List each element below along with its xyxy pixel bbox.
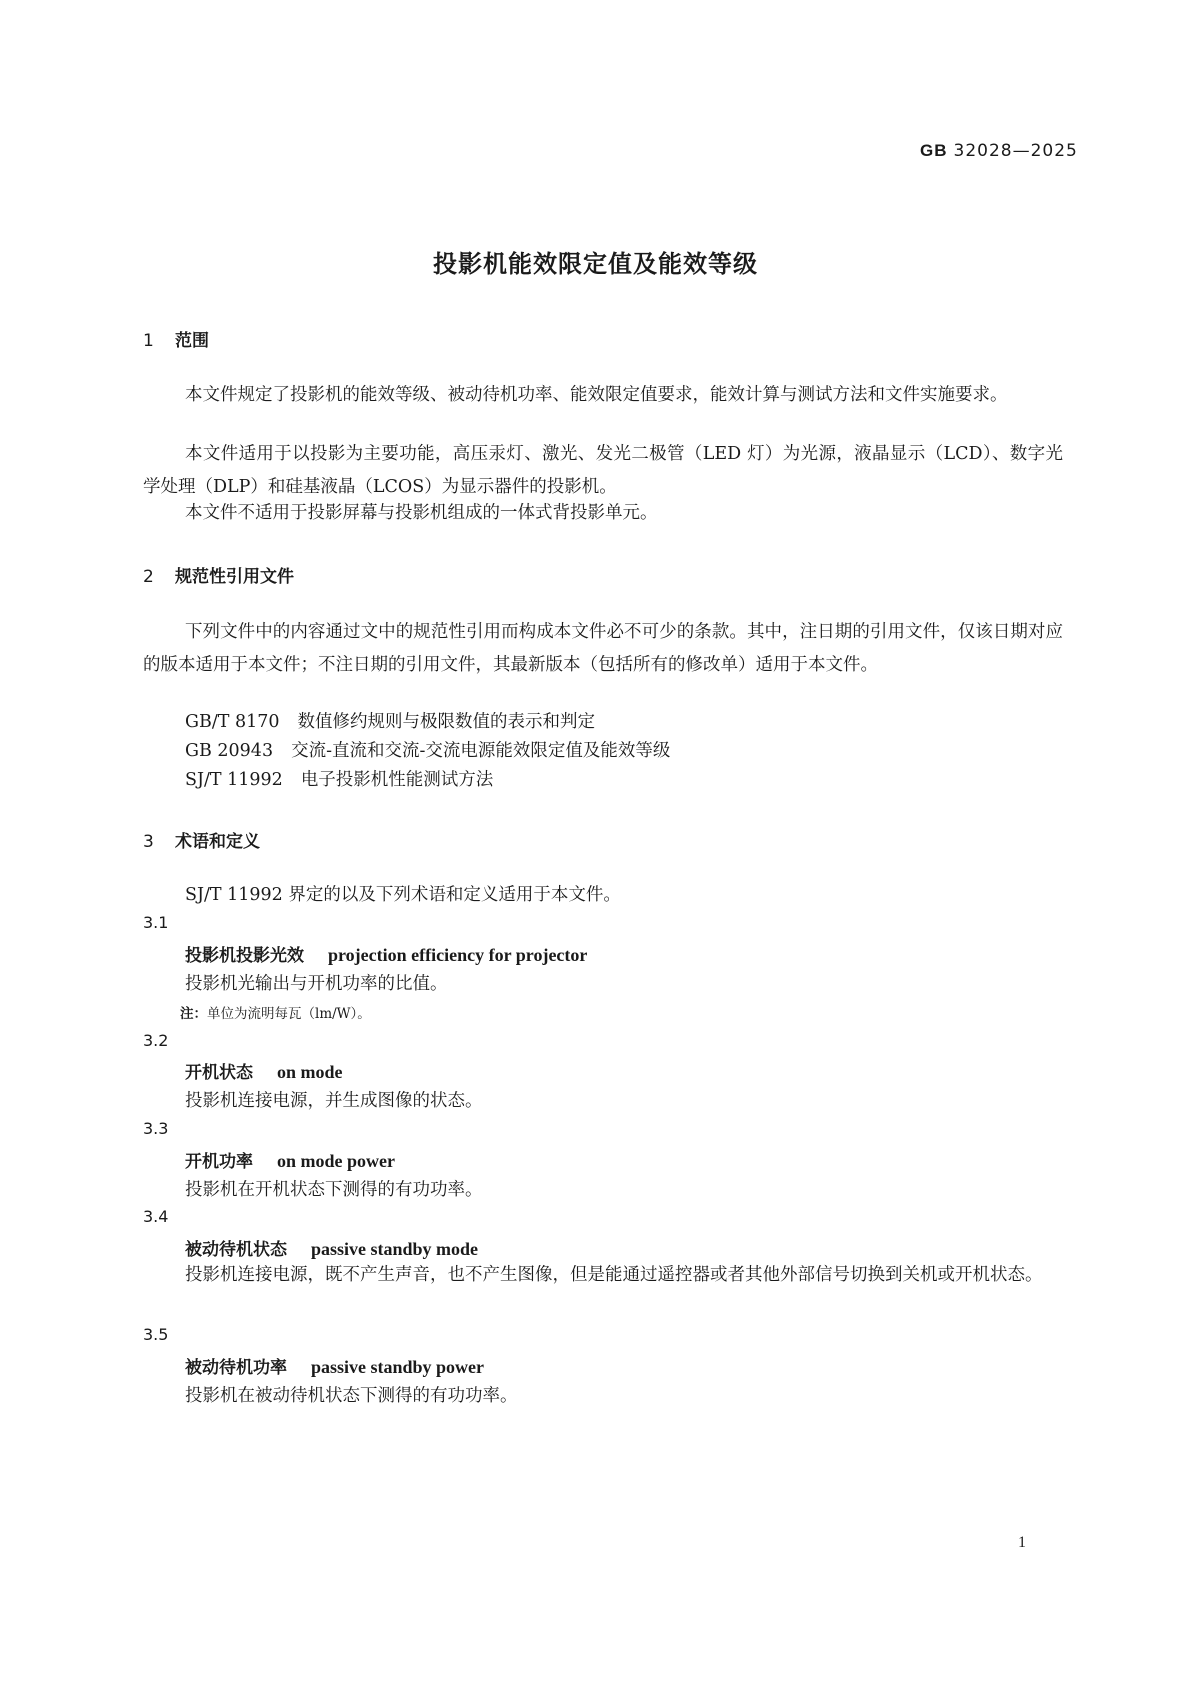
term-zh: 被动待机状态 xyxy=(185,1240,287,1260)
section-title: 规范性引用文件 xyxy=(175,567,294,587)
section-heading-terms xyxy=(143,827,260,852)
standard-code: 32028—2025 xyxy=(953,141,1078,161)
reference-code: GB 20943 xyxy=(185,741,274,761)
note-text: 单位为流明每瓦（lm/W）。 xyxy=(207,1006,371,1022)
term-heading xyxy=(185,941,587,966)
term-en: projection efficiency for projector xyxy=(328,945,588,965)
term-zh: 开机功率 xyxy=(185,1152,253,1172)
clause-number: 3.5 xyxy=(143,1325,169,1344)
reference-code: SJ/T 11992 xyxy=(185,770,283,790)
term-en: on mode power xyxy=(277,1151,395,1171)
reference-title: 数值修约规则与极限数值的表示和判定 xyxy=(297,712,596,732)
term-definition: 投影机在开机状态下测得的有功功率。 xyxy=(185,1180,483,1200)
section-heading-normative xyxy=(143,562,294,587)
standard-prefix: GB xyxy=(920,141,948,160)
term-definition: 投影机光输出与开机功率的比值。 xyxy=(185,974,448,994)
scope-paragraph-2: 本文件适用于以投影为主要功能，高压汞灯、激光、发光二极管（LED 灯）为光源，液晶显示（LCD）、数字光学处理（DLP）和硅基液晶（LCOS）为显示器件的投影机。 xyxy=(143,444,1063,497)
term-en: on mode xyxy=(277,1062,343,1082)
section-number: 3 xyxy=(143,832,154,852)
term-note xyxy=(180,1002,371,1022)
note-label: 注： xyxy=(180,1006,207,1022)
reference-title: 交流-直流和交流-交流电源能效限定值及能效等级 xyxy=(291,741,671,761)
normative-reference xyxy=(185,737,670,762)
term-zh: 开机状态 xyxy=(185,1063,253,1083)
term-definition: 投影机连接电源，并生成图像的状态。 xyxy=(185,1091,483,1111)
term-en: passive standby power xyxy=(311,1357,485,1377)
standard-number xyxy=(920,141,1078,161)
section-number: 2 xyxy=(143,567,154,587)
clause-number: 3.2 xyxy=(143,1031,169,1050)
section-number: 1 xyxy=(143,331,154,351)
terms-intro: SJ/T 11992 界定的以及下列术语和定义适用于本文件。 xyxy=(185,885,621,905)
clause-number: 3.1 xyxy=(143,913,169,932)
clause-number: 3.4 xyxy=(143,1207,169,1226)
term-definition: 投影机连接电源，既不产生声音，也不产生图像，但是能通过遥控器或者其他外部信号切换到关机或开机状态。 xyxy=(185,1265,1043,1285)
section-title: 术语和定义 xyxy=(175,832,260,852)
reference-code: GB/T 8170 xyxy=(185,712,280,732)
term-heading xyxy=(185,1353,484,1378)
clause-number: 3.3 xyxy=(143,1119,169,1138)
reference-title: 电子投影机性能测试方法 xyxy=(300,770,494,790)
normative-reference xyxy=(185,766,493,791)
scope-paragraph-3: 本文件不适用于投影屏幕与投影机组成的一体式背投影单元。 xyxy=(185,503,658,523)
document-title: 投影机能效限定值及能效等级 xyxy=(433,250,758,278)
page-number: 1 xyxy=(1018,1534,1026,1551)
term-heading xyxy=(185,1058,343,1083)
section-title: 范围 xyxy=(175,331,209,351)
term-definition: 投影机在被动待机状态下测得的有功功率。 xyxy=(185,1386,518,1406)
term-heading xyxy=(185,1235,478,1260)
normative-reference xyxy=(185,708,595,733)
normative-intro: 下列文件中的内容通过文中的规范性引用而构成本文件必不可少的条款。其中，注日期的引用文件，仅该日期对应的版本适用于本文件；不注日期的引用文件，其最新版本（包括所有的修改单）适用于本文件。 xyxy=(143,622,1063,675)
term-heading xyxy=(185,1147,395,1172)
term-zh: 投影机投影光效 xyxy=(185,946,304,966)
section-heading-scope xyxy=(143,326,209,351)
scope-paragraph-1: 本文件规定了投影机的能效等级、被动待机功率、能效限定值要求，能效计算与测试方法和文件实施要求。 xyxy=(185,385,1008,405)
term-en: passive standby mode xyxy=(311,1239,479,1259)
term-zh: 被动待机功率 xyxy=(185,1358,287,1378)
